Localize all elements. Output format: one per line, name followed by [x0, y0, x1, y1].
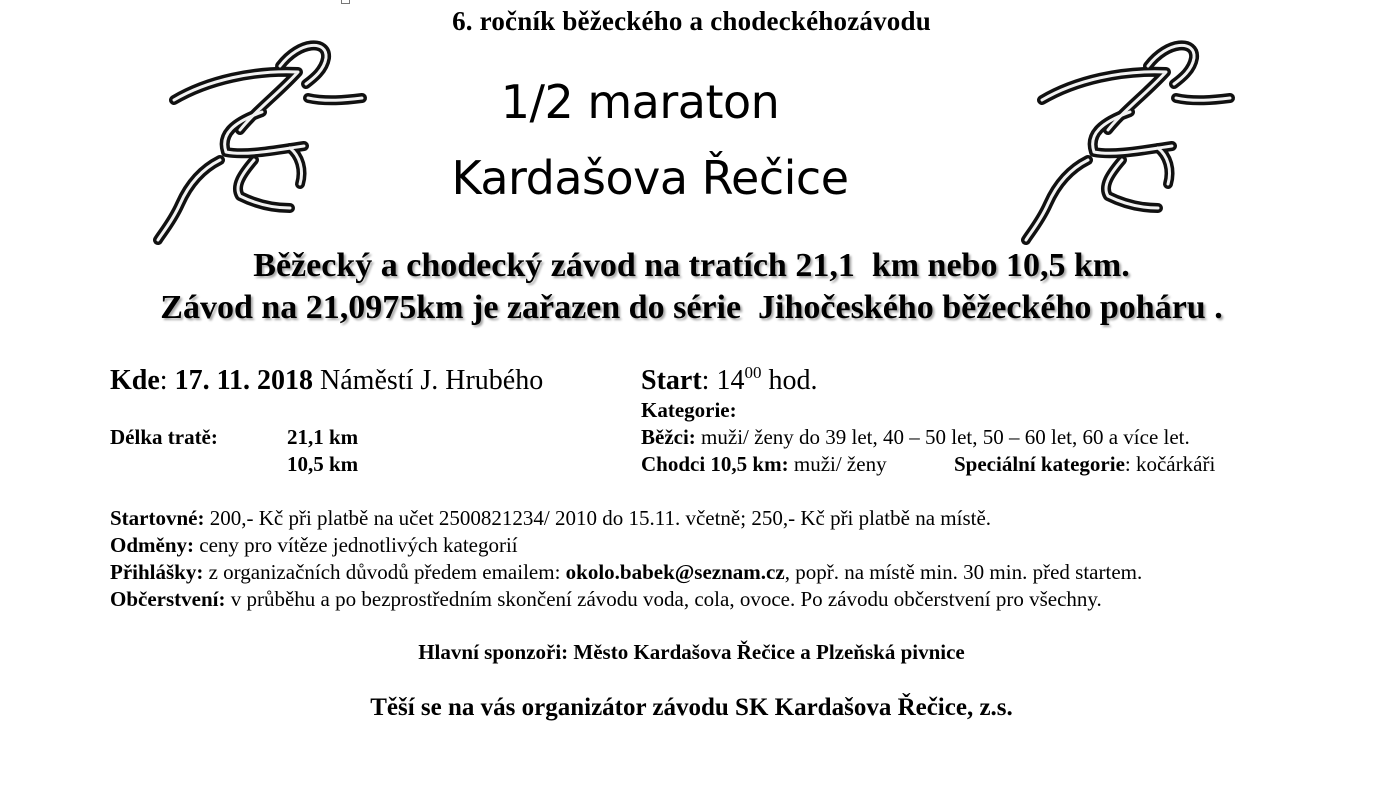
- registration-label: Přihlášky:: [110, 560, 204, 584]
- where-label: Kde: [110, 365, 160, 396]
- headline-line-2: Závod na 21,0975km je zařazen do série Jihočeského běžeckého poháru .: [160, 289, 1223, 326]
- prizes-text: ceny pro vítěze jednotlivých kategorií: [199, 533, 518, 557]
- start-minutes: 00: [744, 363, 762, 382]
- registration-tail: , popř. na místě min. 30 min. před startem.: [784, 560, 1143, 584]
- entry-fee-label: Startovné:: [110, 506, 205, 530]
- main-title: 1/2 maraton: [500, 75, 780, 129]
- refreshments-line: [110, 586, 1102, 613]
- registration-line: [110, 559, 1142, 586]
- runner-icon: [1018, 36, 1238, 246]
- runners-label: Běžci:: [641, 425, 696, 449]
- runner-icon: [150, 36, 370, 246]
- walkers-text: muži/ ženy: [793, 452, 887, 476]
- headline-line-1: Běžecký a chodecký závod na tratích 21,1 km nebo 10,5 km.: [253, 247, 1130, 284]
- start-hour: 14: [716, 365, 745, 396]
- registration-email[interactable]: okolo.babek@seznam.cz: [565, 560, 785, 584]
- refreshments-text: v průběhu a po bezprostředním skončení závodu voda, cola, ovoce. Po závodu občerstvení pro všechny.: [230, 587, 1102, 611]
- entry-fee-text: 200,- Kč při platbě na učet 2500821234/ 2010 do 15.11. včetně; 250,- Kč při platbě na místě.: [209, 506, 992, 530]
- distance-label: Délka tratě:: [110, 425, 218, 449]
- prizes-label: Odměny:: [110, 533, 194, 557]
- refreshments-label: Občerstvení:: [110, 587, 226, 611]
- main-title-place: Kardašova Řečice: [451, 151, 849, 205]
- prizes-line: [110, 532, 518, 559]
- start-colon: :: [701, 365, 710, 396]
- walkers-label: Chodci 10,5 km:: [641, 452, 789, 476]
- sponsors-line: Hlavní sponzoři: Město Kardašova Řečice a Plzeňská pivnice: [418, 640, 965, 664]
- start-label: Start: [641, 365, 702, 396]
- entry-fee-line: [110, 505, 991, 532]
- where-line: [110, 364, 543, 398]
- distance-value-1: 21,1 km: [287, 425, 359, 449]
- special-label: Speciální kategorie: [954, 452, 1125, 476]
- registration-text: z organizačních důvodů předem emailem:: [208, 560, 561, 584]
- race-date: 17. 11. 2018: [174, 365, 314, 396]
- special-category: [954, 451, 1215, 478]
- runners-text: muži/ ženy do 39 let, 40 – 50 let, 50 – 60 let, 60 a více let.: [701, 425, 1190, 449]
- walkers-category: [641, 451, 887, 478]
- where-colon: :: [159, 365, 168, 396]
- distance-value-2: 10,5 km: [287, 452, 359, 476]
- edition-title: 6. ročník běžeckého a chodeckéhozávodu: [452, 6, 931, 36]
- runners-category: [641, 424, 1190, 451]
- special-text: : kočárkáři: [1124, 452, 1216, 476]
- categories-heading: Kategorie:: [641, 398, 737, 422]
- race-place: Náměstí J. Hrubého: [320, 365, 544, 396]
- start-line: [641, 364, 817, 398]
- start-unit: hod.: [768, 365, 818, 396]
- closing-line: Těší se na vás organizátor závodu SK Kardašova Řečice, z.s.: [370, 694, 1013, 721]
